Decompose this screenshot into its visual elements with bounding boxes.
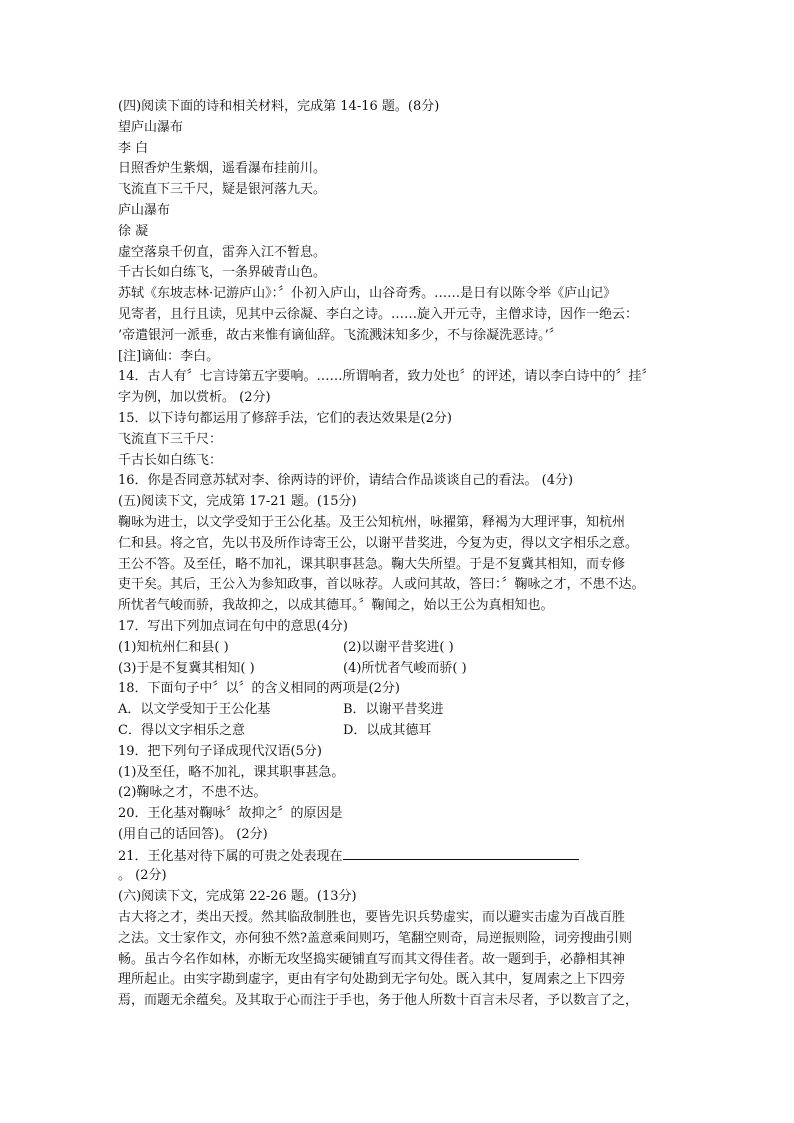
poem-1-line: 飞流直下三千尺，疑是银河落九天。 — [118, 182, 327, 198]
note: [注]谪仙：李白。 — [118, 348, 220, 364]
question-15-item: 千古长如白练飞： — [118, 452, 223, 468]
poem-2-author: 徐 凝 — [118, 223, 149, 239]
poem-1-title: 望庐山瀑布 — [118, 119, 184, 135]
passage-line: 所忧者气峻而骄，我故抑之，以成其德耳。〞鞠闻之，始以王公为真相知也。 — [118, 598, 554, 614]
section-4-header: (四)阅读下面的诗和相关材料，完成第 14-16 题。(8分) — [118, 99, 440, 114]
passage-line: 焉，而题无余蕴矣。及其取于心而注于手也，务于他人所数十百言未尽者，予以数言了之， — [118, 993, 639, 1009]
question-14-cont: 字为例，加以赏析。 (2分) — [118, 390, 271, 406]
document-page — [118, 97, 688, 1012]
question-19-item: (1)及至任，略不加礼，课其职事甚急。 — [118, 764, 345, 780]
poem-2-line: 虚空落泉千仞直，雷奔入江不暂息。 — [118, 244, 327, 260]
question-17-item: (3)于是不复冀其相知( ) — [118, 660, 255, 676]
passage-line: 仁和县。将之官，先以书及所作诗寄王公，以谢平昔奖进，今复为吏，得以文字相乐之意。 — [118, 535, 639, 551]
option-b: B．以谢平昔奖进 — [343, 702, 444, 718]
question-19-item: (2)鞠咏之才，不患不达。 — [118, 785, 267, 801]
question-17-row — [118, 659, 688, 680]
section-6-header: (六)阅读下文，完成第 22-26 题。(13分) — [118, 889, 357, 905]
question-18-row — [118, 721, 688, 742]
poem-2-line: 千古长如白练飞，一条界破青山色。 — [118, 265, 327, 281]
question-17-item: (1)知杭州仁和县( ) — [118, 639, 229, 655]
question-15: 15．以下诗句都运用了修辞手法，它们的表达效果是(2分) — [118, 410, 452, 426]
option-c: C．得以文字相乐之意 — [118, 722, 245, 738]
question-18-row — [118, 700, 688, 721]
question-16: 16．你是否同意苏轼对李、徐两诗的评价，请结合作品谈谈自己的看法。 (4分) — [118, 473, 574, 489]
section-5-header: (五)阅读下文，完成第 17-21 题。(15分) — [118, 494, 357, 510]
passage-line: 理所起止。由实字勘到虚字，更由有字句处勘到无字句处。既入其中，复周索之上下四旁 — [118, 972, 626, 988]
answer-blank — [343, 846, 579, 860]
question-17-item: (4)所忧者气峻而骄( ) — [343, 660, 467, 676]
poem-2-title: 庐山瀑布 — [118, 202, 171, 218]
option-a: A．以文学受知于王公化基 — [118, 702, 271, 718]
question-20-cont: (用自己的话回答)。 (2分) — [118, 826, 268, 842]
question-19: 19．把下列句子译成现代汉语(5分) — [118, 743, 322, 759]
question-21-cont: 。 (2分) — [118, 868, 167, 884]
material-line: 苏轼《东坡志林·记游庐山》：〞仆初入庐山，山谷奇秀。……是日有以陈令举《庐山记》 — [118, 286, 617, 302]
passage-line: 古大将之才，类出天授。然其临敌制胜也，要皆先识兵势虚实，而以避实击虚为百战百胜 — [118, 910, 626, 926]
question-20: 20．王化基对鞠咏〞故抑之〞的原因是 — [118, 806, 343, 822]
poem-1-author: 李 白 — [118, 140, 149, 156]
question-21 — [118, 846, 688, 867]
question-17: 17．写出下列加点词在句中的意思(4分) — [118, 618, 348, 634]
question-18: 18．下面句子中〞以〞的含义相同的两项是(2分) — [118, 681, 400, 697]
material-line: 见寄者，且行且读，见其中云徐凝、李白之诗。……旋入开元寺，主僧求诗，因作一绝云： — [118, 306, 639, 322]
question-15-item: 飞流直下三千尺： — [118, 431, 223, 447]
question-14: 14．古人有〞七言诗第五字要响。……所谓响者，致力处也〞的评述，请以李白诗中的〞挂〞 — [118, 369, 655, 385]
poem-1-line: 日照香炉生紫烟，遥看瀑布挂前川。 — [118, 161, 327, 177]
passage-line: 王公不答。及至任，略不加礼，课其职事甚急。鞠大失所望。于是不复冀其相知，而专修 — [118, 556, 626, 572]
question-17-row — [118, 638, 688, 659]
question-21-text: 21．王化基对待下属的可贵之处表现在 — [118, 848, 343, 864]
option-d: D．以成其德耳 — [343, 722, 432, 738]
material-line: ’帝遣银河一派垂，故古来惟有谪仙辞。飞流溅沫知多少，不与徐凝洗恶诗。’〞 — [118, 327, 562, 343]
passage-line: 鞠咏为进士，以文学受知于王公化基。及王公知杭州，咏擢第，释褐为大理评事，知杭州 — [118, 514, 626, 530]
question-17-item: (2)以谢平昔奖进( ) — [343, 639, 454, 655]
passage-line: 之法。文士家作文，亦何独不然?盖意乘间则巧，笔翻空则奇，局逆振则险，词旁搜曲引则 — [118, 930, 632, 946]
passage-line: 吏干矣。其后，王公入为参知政事，首以咏荐。人或问其故，答曰：〞鞠咏之才，不患不达。 — [118, 577, 645, 593]
passage-line: 畅。虽古今名作如林，亦断无攻坚捣实硬铺直写而其文得佳者。故一题到手，必静相其神 — [118, 951, 626, 967]
